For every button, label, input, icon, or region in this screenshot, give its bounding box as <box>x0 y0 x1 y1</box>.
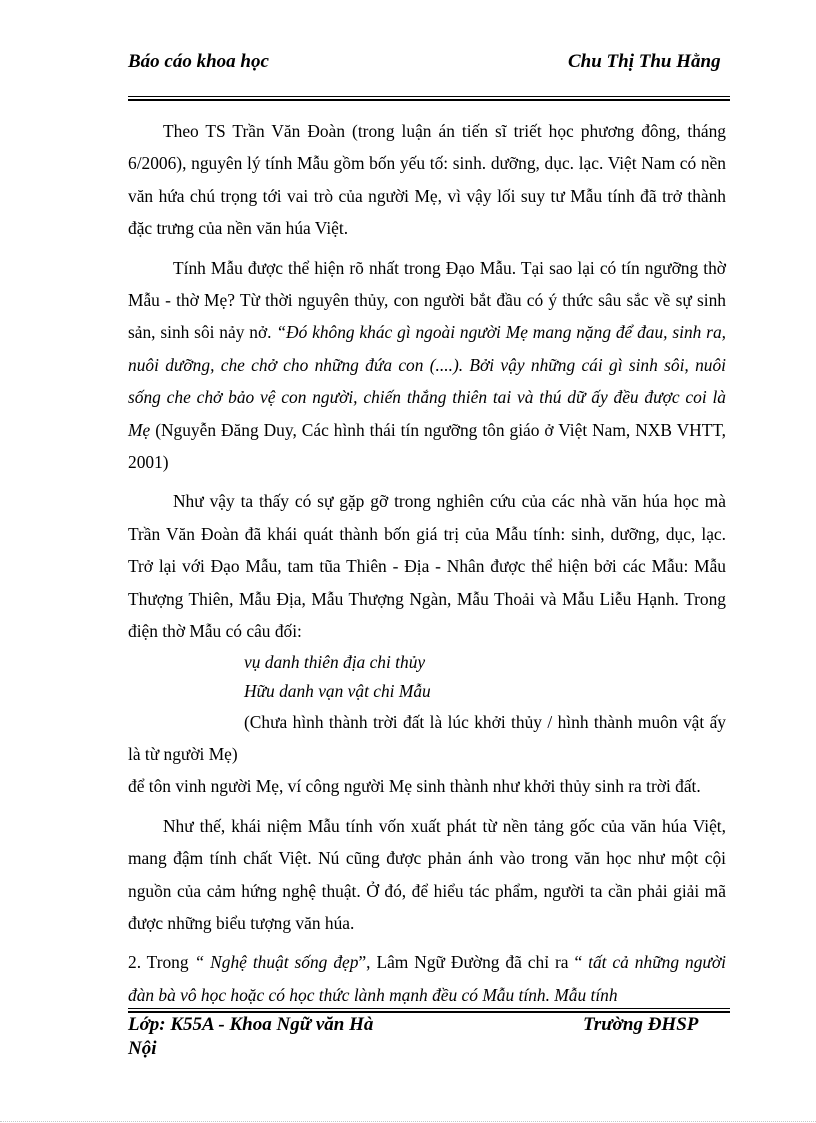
paragraph-2-text: Tính Mẫu được thể hiện rõ nhất trong Đạo Mẫu. Tại sao lại có tín ngưỡng thờ Mẫu - thờ Mẹ? Từ thời nguyên thủy, con người bắt đầu có ý thức sâu sắc về sự sinh sản, sinh sôi nảy nở. <box>128 257 726 343</box>
paragraph-1: Theo TS Trần Văn Đoàn (trong luận án tiến sĩ triết học phương đông, tháng 6/2006), nguyên lý tính Mẫu gồm bốn yếu tố: sinh. dưỡng, dục. lạc. Việt Nam có nền văn hứa chú trọng tới vai trò của người Mẹ, vì vậy lối suy tư Mẫu tính đã trở thành đặc trưng của nền văn húa Việt. <box>128 121 726 239</box>
footer-class-info: Lớp: K55A - Khoa Ngữ văn Hà Nội <box>128 1014 374 1059</box>
footer-school: Trường ĐHSP <box>583 1014 699 1035</box>
page-footer <box>128 1013 728 1063</box>
paragraph-5: Như thế, khái niệm Mẫu tính vốn xuất phát từ nền tảng gốc của văn húa Việt, mang đậm tính chất Việt. Nú cũng được phản ánh vào trong văn học như một cội nguồn của cảm hứng nghệ thuật. Ở đó, để hiểu tác phẩm, người ta cần phải giải mã được những biểu tượng văn húa. <box>128 815 726 933</box>
header-rule-thick <box>128 99 730 101</box>
verse-line-2: Hữu danh vạn vật chi Mẫu <box>244 680 431 701</box>
paragraph-6 <box>128 946 726 1011</box>
footer-rule <box>128 1008 730 1009</box>
document-body <box>128 115 726 1011</box>
paragraph-4: để tôn vinh người Mẹ, ví công người Mẹ sinh thành như khởi thủy sinh ra trời đất. <box>128 776 701 797</box>
paragraph-6-text: ”, Lâm Ngữ Đường đã chỉ ra “ <box>358 952 589 973</box>
page-header <box>128 50 728 98</box>
header-report-title: Báo cáo khoa học <box>128 51 269 72</box>
paragraph-6-number: 2. Trong <box>128 952 195 973</box>
paragraph-6-book-title: “ Nghệ thuật sống đẹp <box>194 952 359 973</box>
header-author: Chu Thị Thu Hằng <box>568 51 721 72</box>
paragraph-2-quote: “Đó không khác gì ngoài người Mẹ mang nặng để đau, sinh ra, nuôi dưỡng, che chở cho những đứa con (....). Bởi vậy những cái gì sinh sôi, nuôi sống che chở bảo vệ con người, chiến thắng thiên tai và thú dữ ấy đều được coi là Mẹ <box>128 322 726 440</box>
paragraph-2 <box>128 252 726 479</box>
paragraph-2-citation: (Nguyễn Đăng Duy, Các hình thái tín ngưỡng tôn giáo ở Việt Nam, NXB VHTT, 2001) <box>128 419 726 473</box>
page-bottom-border <box>0 1121 816 1122</box>
header-rule <box>128 96 730 97</box>
paragraph-3: Như vậy ta thấy có sự gặp gỡ trong nghiên cứu của các nhà văn húa học mà Trần Văn Đoàn đã khái quát thành bốn giá trị của Mẫu tính: sinh, dưỡng, dục, lạc. Trở lại với Đạo Mẫu, tam tũa Thiên - Địa - Nhân được thể hiện bởi các Mẫu: Mẫu Thượng Thiên, Mẫu Địa, Mẫu Thượng Ngàn, Mẫu Thoải và Mẫu Liễu Hạnh. Trong điện thờ Mẫu có câu đối: <box>128 491 726 642</box>
verse-translation: (Chưa hình thành trời đất là lúc khởi thủy / hình thành muôn vật ấy là từ người Mẹ) <box>128 711 726 764</box>
paragraph-6-quote: tất cả những người đàn bà vô học hoặc có học thức lành mạnh đều có Mẫu tính. Mẫu tính <box>128 952 727 1005</box>
verse-line-1: vụ danh thiên địa chi thủy <box>244 651 426 672</box>
